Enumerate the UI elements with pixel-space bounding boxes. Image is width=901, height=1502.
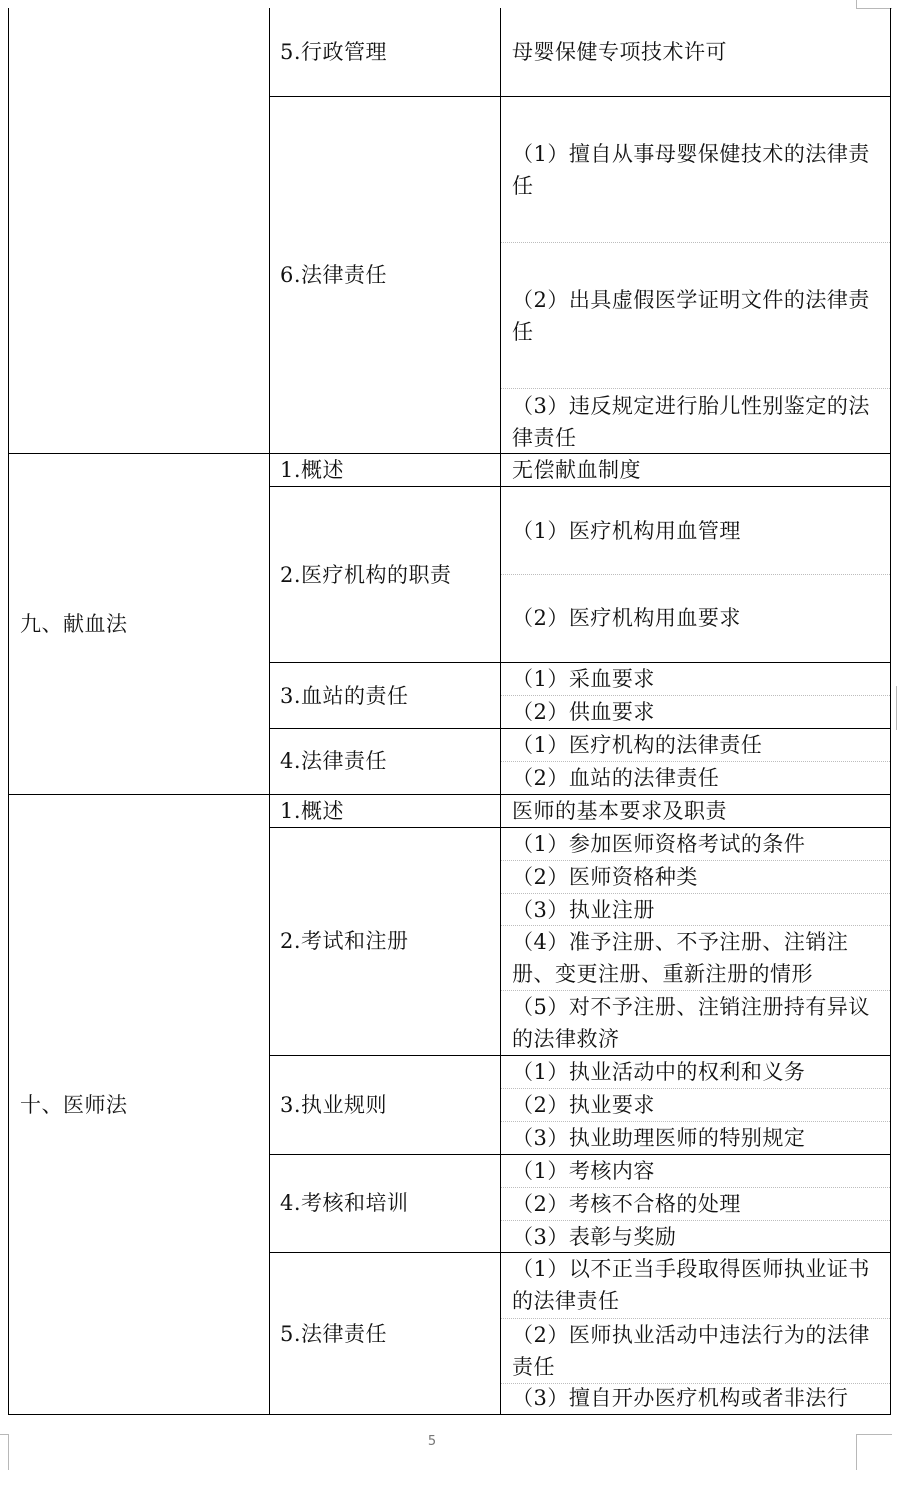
content-medical-institution-liability: （1）医疗机构的法律责任	[512, 733, 763, 757]
item-legal-liability: 5.法律责任	[280, 1322, 388, 1346]
content-sex-determination-liability: （3）违反规定进行胎儿性别鉴定的法律责任	[512, 394, 870, 450]
crop-mark-top-right-v	[856, 0, 857, 9]
content-unpaid-blood-donation: 无偿献血制度	[512, 458, 641, 482]
content-commendation-and-rewards: （3）表彰与奖励	[512, 1225, 677, 1249]
content-blood-use-management: （1）医疗机构用血管理	[512, 519, 741, 543]
content-blood-use-requirements: （2）医疗机构用血要求	[512, 606, 741, 630]
row-border	[269, 486, 891, 487]
item-exam-and-registration: 2.考试和注册	[280, 929, 409, 953]
crop-mark-bottom-left-v	[8, 1434, 9, 1470]
section-title-blood-donation-law: 九、献血法	[20, 612, 128, 636]
content-registration-situations: （4）准予注册、不予注册、注销注册、变更注册、重新注册的情形	[512, 930, 849, 986]
crop-mark-bottom-left-h	[0, 1434, 8, 1435]
row-border	[269, 96, 891, 97]
item-legal-liability: 4.法律责任	[280, 749, 388, 773]
content-practice-requirements: （2）执业要求	[512, 1093, 655, 1117]
item-legal-liability: 6.法律责任	[280, 263, 388, 287]
item-administrative-management: 5.行政管理	[280, 40, 388, 64]
table-border-right	[890, 8, 891, 1415]
content-physician-basic-requirements: 医师的基本要求及职责	[512, 799, 727, 823]
table-column-divider-2	[500, 8, 501, 1415]
table-border-left	[8, 8, 9, 1415]
crop-mark-top-right-h	[856, 8, 892, 9]
content-rights-and-obligations: （1）执业活动中的权利和义务	[512, 1060, 806, 1084]
content-qualification-types: （2）医师资格种类	[512, 865, 698, 889]
content-legal-remedy: （5）对不予注册、注销注册持有异议的法律救济	[512, 995, 870, 1051]
crop-mark-bottom-right-v	[856, 1434, 857, 1470]
page-number: 5	[427, 1434, 437, 1449]
content-unauthorized-practice-liability: （1）擅自从事母婴保健技术的法律责任	[512, 142, 870, 198]
subrow-separator	[501, 574, 890, 575]
item-overview: 1.概述	[280, 799, 345, 823]
table-column-divider-1	[269, 8, 270, 1415]
content-assessment-content: （1）考核内容	[512, 1159, 655, 1183]
content-false-certificate-liability: （2）出具虚假医学证明文件的法律责任	[512, 288, 870, 344]
section-title-physicians-law: 十、医师法	[20, 1093, 128, 1117]
content-illegal-practice-liability: （2）医师执业活动中违法行为的法律责任	[512, 1323, 870, 1379]
item-blood-station-responsibility: 3.血站的责任	[280, 684, 409, 708]
content-unauthorized-institution: （3）擅自开办医疗机构或者非法行	[512, 1386, 849, 1410]
item-practice-rules: 3.执业规则	[280, 1093, 388, 1117]
crop-mark-right-side	[896, 686, 897, 730]
table-border-bottom	[8, 1414, 891, 1415]
content-blood-collection-requirements: （1）采血要求	[512, 667, 655, 691]
content-blood-station-liability: （2）血站的法律责任	[512, 766, 720, 790]
content-failed-assessment-handling: （2）考核不合格的处理	[512, 1192, 741, 1216]
subrow-separator	[501, 388, 890, 389]
content-blood-supply-requirements: （2）供血要求	[512, 700, 655, 724]
content-special-technical-license: 母婴保健专项技术许可	[512, 40, 727, 64]
content-practice-registration: （3）执业注册	[512, 898, 655, 922]
item-medical-institution-duties: 2.医疗机构的职责	[280, 563, 452, 587]
item-assessment-and-training: 4.考核和培训	[280, 1191, 409, 1215]
content-exam-conditions: （1）参加医师资格考试的条件	[512, 832, 806, 856]
crop-mark-bottom-right-h	[856, 1434, 892, 1435]
item-overview: 1.概述	[280, 458, 345, 482]
subrow-separator	[501, 242, 890, 243]
content-improper-certificate-liability: （1）以不正当手段取得医师执业证书的法律责任	[512, 1257, 870, 1313]
content-assistant-physician-rules: （3）执业助理医师的特别规定	[512, 1126, 806, 1150]
